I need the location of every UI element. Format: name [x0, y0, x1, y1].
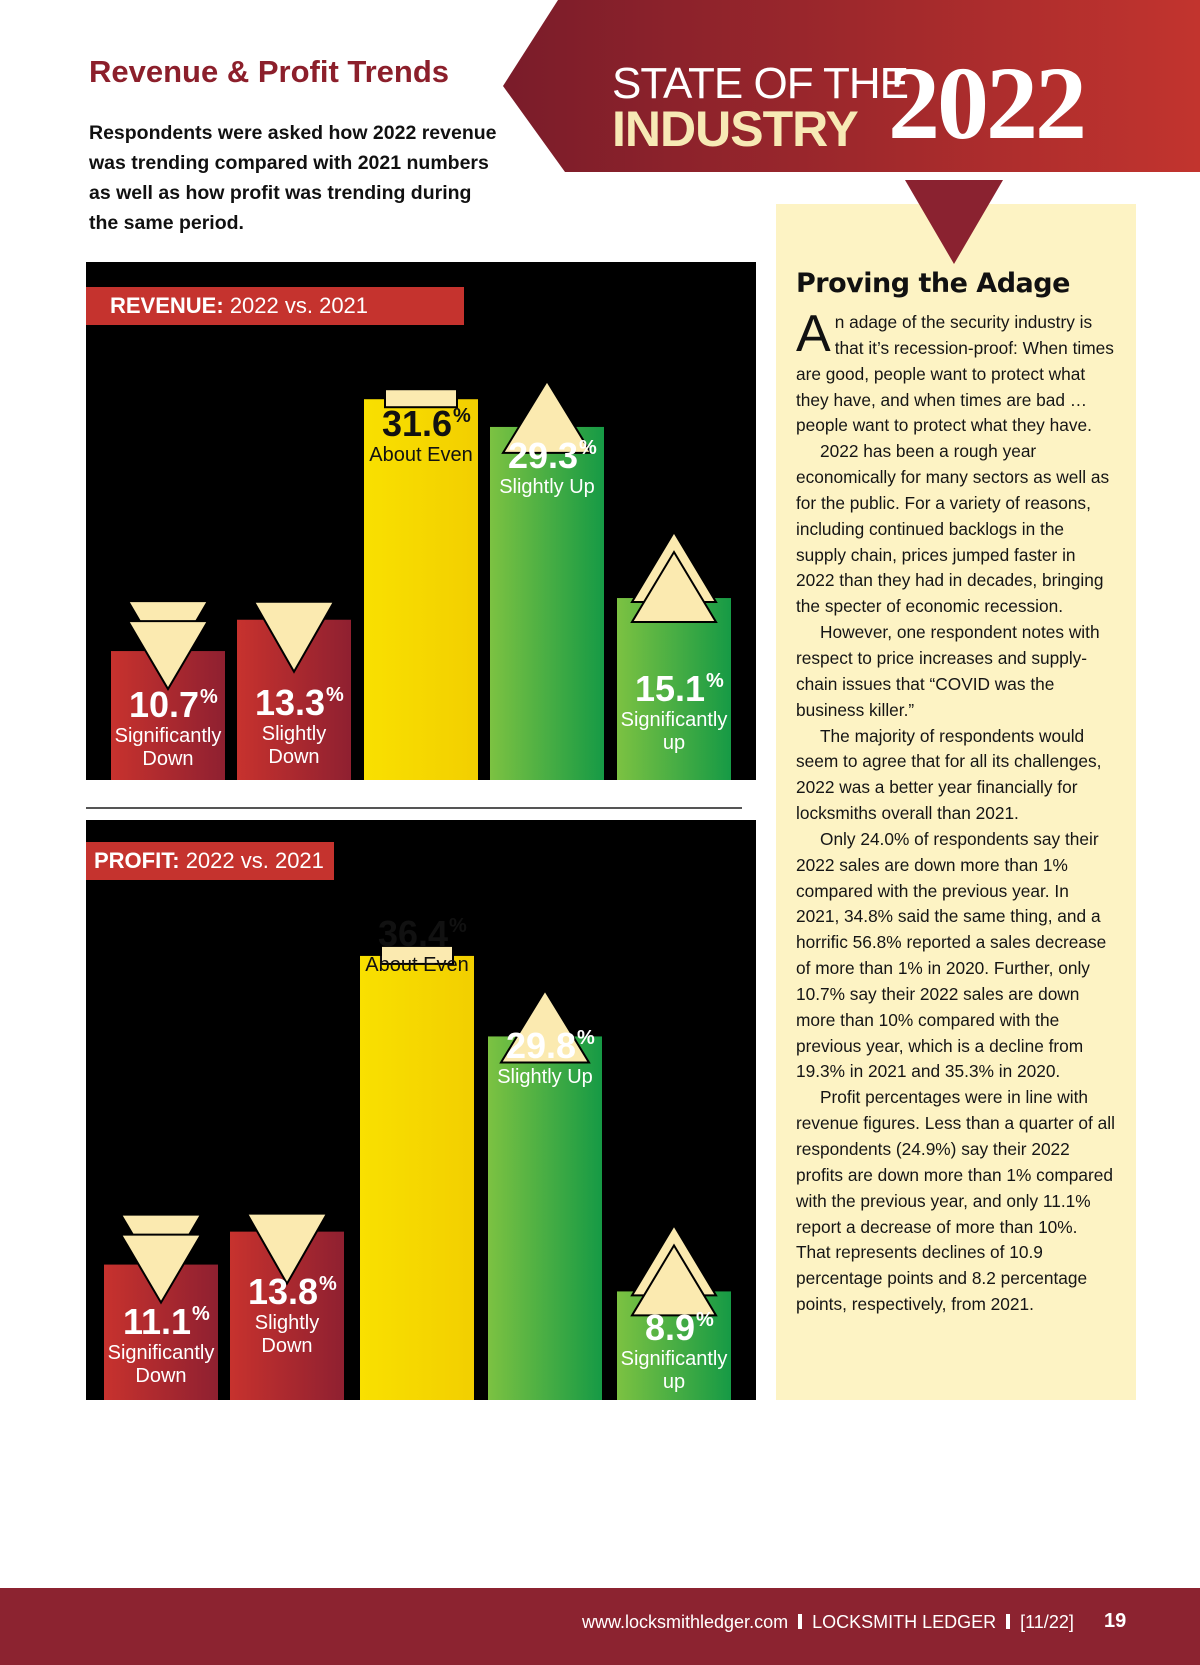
bar-category-label: Slightly: [261, 723, 327, 745]
bar-category-label: Down: [142, 748, 194, 770]
sidebar-paragraph: Profit percentages were in line with revenue figures. Less than a quarter of all respondents (24.9%) say their 2022 profits are down more than 1% compared with the previous year, and only 11.1% report a decrease of more than 10%. That represents declines of 10.9 percentage points and 8.2 percentage points, respectively, from 2021.: [796, 1087, 1115, 1315]
bar-value-label: 10.7: [128, 684, 200, 725]
revenue-chart-title: [86, 287, 464, 325]
bar-unit-label: %: [706, 670, 724, 692]
sidebar-paragraph: Only 24.0% of respondents say their 2022 sales are down more than 1% compared with the previous year. In 2021, 34.8% said the same thing, and a horrific 56.8% reported a sales decrease of more than 1% in 2020. Further, only 10.7% say their 2022 sales are down more than 10% compared with the previous year, which is a decline from 19.3% in 2021 and 35.3% in 2020.: [796, 828, 1107, 1082]
bar-unit-label: %: [200, 686, 218, 708]
bar-group: [488, 990, 602, 1400]
bar-unit-label: %: [577, 1027, 595, 1049]
sidebar-paragraph: However, one respondent notes with respect to price increases and supply-chain issues that “COVID was the business killer.”: [796, 622, 1100, 720]
double-up-arrow-icon: [632, 1225, 716, 1315]
bar-category-label: Significantly: [620, 1348, 728, 1370]
bar-group: [104, 1215, 218, 1400]
footer-separator: [798, 1614, 802, 1629]
bar-category-label: Significantly: [114, 725, 222, 747]
footer-credits: [582, 1612, 1074, 1633]
bar-category-label: Slightly Up: [497, 1066, 593, 1088]
bar-unit-label: %: [579, 437, 597, 459]
footer-issue: [11/22]: [1020, 1612, 1074, 1632]
sidebar-paragraph: [796, 305, 1116, 439]
bar-value-label: 11.1: [122, 1301, 192, 1342]
bar-group: [364, 389, 478, 780]
revenue-chart-svg: [86, 262, 756, 780]
bar-category-label: About Even: [369, 444, 473, 466]
section-title: Revenue & Profit Trends: [89, 54, 450, 89]
bar-category-label: Down: [268, 746, 320, 768]
intro-text: Respondents were asked how 2022 revenue was trending compared with 2021 numbers as well as how profit was trending during the same period.: [89, 122, 497, 234]
bar-value-label: 15.1: [634, 668, 706, 709]
drop-cap: A: [796, 305, 831, 363]
bar: [488, 1036, 602, 1400]
footer-publication: LOCKSMITH LEDGER: [812, 1612, 997, 1632]
revenue-title-bold: REVENUE:: [110, 293, 224, 318]
profit-title-rest: 2022 vs. 2021: [185, 848, 324, 873]
bar-value-label: 36.4: [377, 913, 449, 954]
profit-title-bold: PROFIT:: [94, 848, 180, 873]
bar-category-label: up: [662, 732, 686, 754]
sidebar-title: Proving the Adage: [796, 268, 1070, 299]
sidebar-paragraph: The majority of respondents would seem to agree that for all its challenges, 2022 was a better year financially for locksmiths overall than 2021.: [796, 725, 1102, 824]
profit-chart-svg: [86, 820, 756, 1400]
bar-group: [230, 1214, 344, 1400]
bar-group: [617, 1225, 731, 1400]
bar-value-label: 8.9: [644, 1307, 696, 1348]
bar-category-label: Significantly: [107, 1342, 215, 1364]
page-number: 19: [1104, 1610, 1127, 1632]
banner-industry: INDUSTRY: [612, 101, 858, 157]
bar-unit-label: %: [696, 1309, 714, 1331]
bar-unit-label: %: [192, 1303, 210, 1325]
bar-category-label: About Even: [365, 954, 469, 976]
footer-separator: [1006, 1614, 1010, 1629]
bar-category-label: Down: [261, 1335, 313, 1357]
footer-website-link[interactable]: www.locksmithledger.com: [582, 1612, 789, 1632]
banner-state-of-the: STATE OF THE: [612, 59, 909, 108]
bar-value-label: 29.3: [507, 435, 579, 476]
bar-category-label: up: [662, 1371, 686, 1393]
sidebar-body: [796, 305, 1116, 1318]
bar-unit-label: %: [449, 915, 467, 937]
bar: [360, 956, 474, 1400]
chart-divider: [86, 807, 742, 809]
bar-group: [237, 602, 351, 780]
bar-value-label: 13.8: [247, 1271, 319, 1312]
bar-group: [360, 913, 474, 1400]
sidebar-first-paragraph-text: n adage of the security industry is that it’s recession-proof: When times are good, people want to protect what they have, and when times are bad … people want to protect what they have.: [796, 312, 1114, 436]
bar-category-label: Significantly: [620, 709, 728, 731]
profit-chart-title: [86, 842, 334, 880]
bar-unit-label: %: [453, 405, 471, 427]
page-footer: [0, 1588, 1200, 1665]
profit-chart: [86, 820, 756, 1400]
bar-category-label: Slightly: [254, 1312, 320, 1334]
revenue-chart: [86, 262, 756, 780]
sidebar-down-arrow-icon: [905, 180, 1003, 264]
banner-year: 2022: [888, 46, 1084, 161]
bar-value-label: 29.8: [505, 1025, 577, 1066]
bar-group: [490, 381, 604, 780]
bar-value-label: 31.6: [381, 403, 453, 444]
bar-unit-label: %: [326, 684, 344, 706]
bar-unit-label: %: [319, 1273, 337, 1295]
sidebar-paragraph: 2022 has been a rough year economically for many sectors as well as for the public. For a variety of reasons, including continued backlogs in the supply chain, prices jumped faster in 2022 than they had in decades, bringing the specter of economic recession.: [796, 441, 1110, 617]
revenue-title-rest: 2022 vs. 2021: [229, 293, 369, 318]
bar-category-label: Down: [135, 1365, 187, 1387]
bar-value-label: 13.3: [254, 682, 326, 723]
bar-category-label: Slightly Up: [499, 476, 595, 498]
bar-group: [617, 532, 731, 780]
double-up-arrow-icon: [632, 532, 716, 622]
bar-group: [111, 601, 225, 780]
